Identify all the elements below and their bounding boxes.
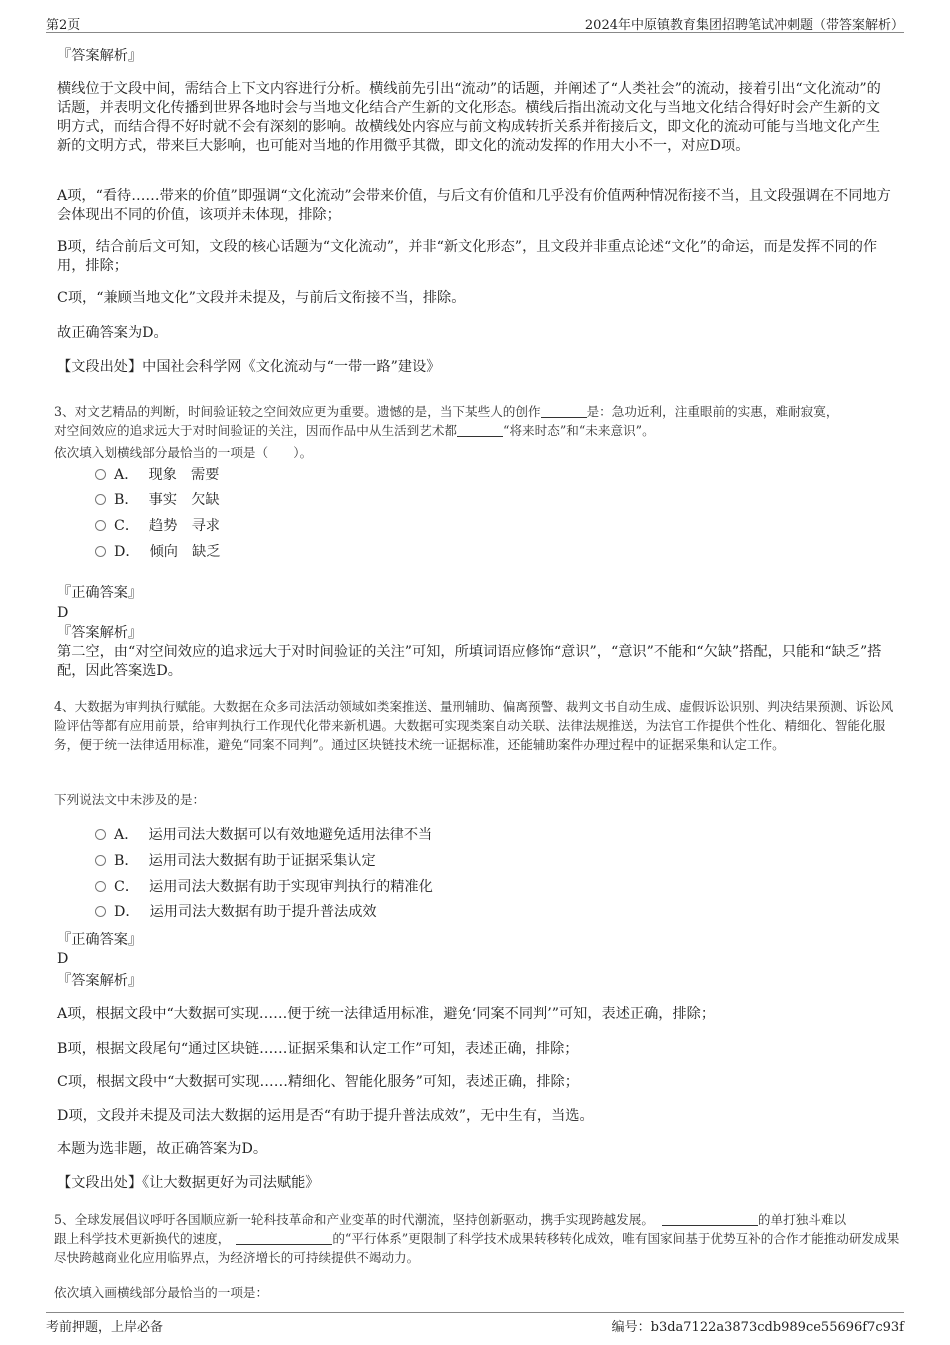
radio-icon[interactable] [95,906,106,917]
q4-conclusion: 本题为选非题，故正确答案为D。 [57,1141,268,1157]
footer-slogan: 考前押题，上岸必备 [46,1320,164,1335]
page-header [46,10,904,33]
q3-option-c[interactable]: C． 趋势 寻求 [95,517,220,536]
q5-blank-2 [236,1230,332,1245]
q2-option-b-analysis: B项，结合前后文可知，文段的核心话题为“文化流动”，并非“新文化形态”，且文段并非重点论述“文化”的命运，而是发挥不同的作用，排除； [57,239,878,274]
q2-conclusion: 故正确答案为D。 [57,325,168,341]
document-code: 编号：b3da7122a3873cdb989ce55696f7c93f [611,1320,904,1335]
q4-correct-label: 『正确答案』 [57,932,143,948]
radio-icon[interactable] [95,855,106,866]
q3-correct-answer: D [57,605,69,621]
radio-icon[interactable] [95,829,106,840]
page-footer [46,1312,904,1335]
q4-option-d[interactable]: D． 运用司法大数据有助于提升普法成效 [95,903,377,922]
q4-option-a-analysis: A项，根据文段中“大数据可实现……便于统一法律适用标准，避免‘同案不同判’”可知，表述正确，排除； [57,1006,716,1022]
q5-stem: 5、全球发展倡议呼吁各国顺应新一轮科技革命和产业变革的时代潮流，坚持创新驱动，携手实现跨越发展。 的单打独斗难以 跟上科学技术更新换代的速度， 的“平行体系”更限制了科学技术成果转移转化成效，唯有国家间基于优势互补的合作才能推动研发成果尽快跨越商业化应用临界点，为经济增长的可持续提供不竭动力。 [54,1212,900,1265]
document-title: 2024年中原镇教育集团招聘笔试冲刺题（带答案解析） [584,18,904,33]
q3-option-b[interactable]: B． 事实 欠缺 [95,491,220,510]
q3-option-d[interactable]: D． 倾向 缺乏 [95,543,221,562]
q4-option-c-analysis: C项，根据文段中“大数据可实现……精细化、智能化服务”可知，表述正确，排除； [57,1074,579,1090]
q4-option-b[interactable]: B． 运用司法大数据有助于证据采集认定 [95,852,376,871]
radio-icon[interactable] [95,469,106,480]
q3-prompt: 依次填入划横线部分最恰当的一项是（ ）。 [54,445,313,460]
q3-option-a[interactable]: A． 现象 需要 [95,466,219,485]
q4-option-c[interactable]: C． 运用司法大数据有助于实现审判执行的精准化 [95,878,433,897]
q4-option-a[interactable]: A． 运用司法大数据可以有效地避免适用法律不当 [95,826,432,845]
q4-analysis-label: 『答案解析』 [57,973,143,989]
q4-option-d-analysis: D项，文段并未提及司法大数据的运用是否“有助于提升普法成效”，无中生有，当选。 [57,1108,594,1124]
q2-option-c-analysis: C项，“兼顾当地文化”文段并未提及，与前后文衔接不当，排除。 [57,290,466,306]
page-number: 第2页 [46,18,81,33]
q5-blank-1 [662,1211,758,1226]
q5-prompt: 依次填入画横线部分最恰当的一项是： [54,1285,269,1300]
q3-blank-1 [541,403,587,418]
q3-stem: 3、对文艺精品的判断，时间验证较之空间效应更为重要。遗憾的是，当下某些人的创作 是：急功近利，注重眼前的实惠，难耐寂寞， 对空间效应的追求远大于对时间验证的关注，因而作品中从生活到艺术都 “将来时态”和“未来意识”。 [54,404,839,438]
q3-analysis-label: 『答案解析』 [57,625,143,641]
q4-source: 【文段出处】《让大数据更好为司法赋能》 [57,1175,320,1191]
q4-option-b-analysis: B项，根据文段尾句“通过区块链……证据采集和认定工作”可知，表述正确，排除； [57,1041,579,1057]
q2-option-a-analysis: A项，“看待……带来的价值”即强调“文化流动”会带来价值，与后文有价值和几乎没有价值两种情况衔接不当，且文段强调在不同地方会体现出不同的价值，该项并未体现，排除； [57,188,891,223]
q4-prompt: 下列说法文中未涉及的是： [54,792,206,807]
q3-blank-2 [457,422,503,437]
q2-analysis-para: 横线位于文段中间，需结合上下文内容进行分析。横线前先引出“流动”的话题，并阐述了“人类社会”的流动，接着引出“文化流动”的话题，并表明文化传播到世界各地时会与当地文化结合产生新的文化形态。横线后指出流动文化与当地文化结合得好时会产生新的文明方式，而结合得不好时就不会有深刻的影响。故横线处内容应与前文构成转折关系并衔接后文，即文化的流动可能与当地文化产生新的文明方式，带来巨大影响，也可能对当地的作用微乎其微，即文化的流动发挥的作用大小不一，对应D项。 [57,81,881,154]
radio-icon[interactable] [95,881,106,892]
radio-icon[interactable] [95,546,106,557]
q2-analysis-label: 『答案解析』 [57,48,143,64]
q3-correct-label: 『正确答案』 [57,585,143,601]
q4-correct-answer: D [57,951,69,967]
q4-stem: 4、大数据为审判执行赋能。大数据在众多司法活动领域如类案推送、量刑辅助、偏离预警、裁判文书自动生成、虚假诉讼识别、判决结果预测、诉讼风险评估等都有应用前景，给审判执行工作现代化带来新机遇。大数据可实现类案自动关联、法律法规推送，为法官工作提供个性化、精细化、智能化服务，便于统一法律适用标准，避免“同案不同判”。通过区块链技术统一证据标准，还能辅助案件办理过程中的证据采集和认定工作。 [54,699,894,752]
radio-icon[interactable] [95,494,106,505]
radio-icon[interactable] [95,520,106,531]
q2-source: 【文段出处】中国社会科学网《文化流动与“一带一路”建设》 [57,359,441,375]
q3-analysis: 第二空，由“对空间效应的追求远大于对时间验证的关注”可知，所填词语应修饰“意识”，“意识”不能和“欠缺”搭配，只能和“缺乏”搭配，因此答案选D。 [57,644,882,679]
